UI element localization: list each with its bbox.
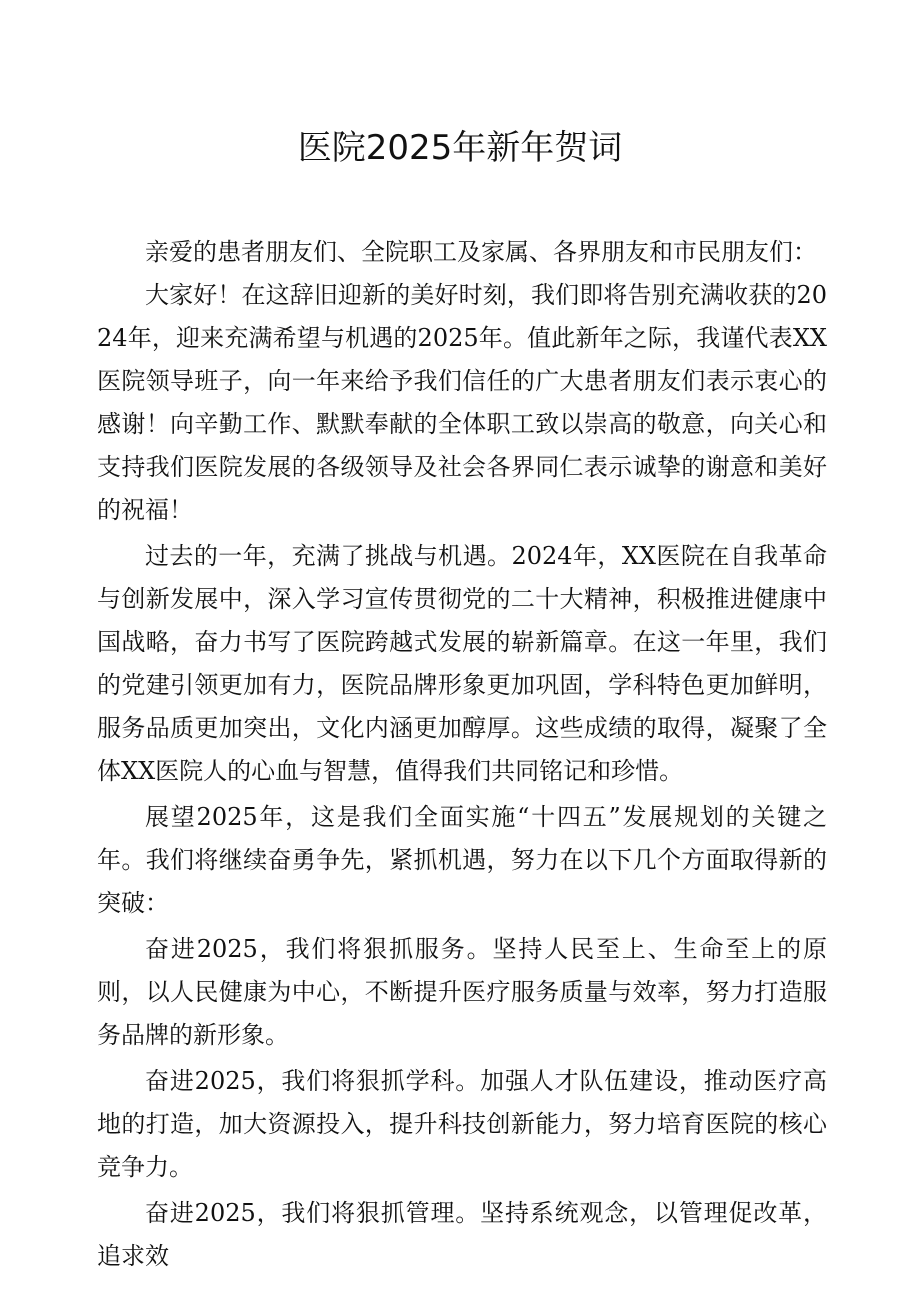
service-paragraph: 奋进2025，我们将狠抓服务。坚持人民至上、生命至上的原则，以人民健康为中心，不断提升医疗服务质量与效率，努力打造服务品牌的新形象。 — [97, 935, 827, 1049]
greeting-paragraph: 亲爱的患者朋友们、全院职工及家属、各界朋友和市民朋友们： — [145, 238, 817, 266]
outlook-paragraph: 展望2025年，这是我们全面实施“十四五”发展规划的关键之年。我们将继续奋勇争先，紧抓机遇，努力在以下几个方面取得新的突破： — [97, 803, 827, 917]
opening-paragraph: 大家好！在这辞旧迎新的美好时刻，我们即将告别充满收获的2024年，迎来充满希望与机遇的2025年。值此新年之际，我谨代表XX医院领导班子，向一年来给予我们信任的广大患者朋友们表示衷心的感谢！向辛勤工作、默默奉献的全体职工致以崇高的敬意，向关心和支持我们医院发展的各级领导及社会各界同仁表示诚挚的谢意和美好的祝福！ — [97, 281, 827, 524]
discipline-paragraph: 奋进2025，我们将狠抓学科。加强人才队伍建设，推动医疗高地的打造，加大资源投入，提升科技创新能力，努力培育医院的核心竞争力。 — [97, 1067, 827, 1181]
document-body — [97, 231, 827, 1278]
document-title: 医院2025年新年贺词 — [297, 128, 623, 168]
management-paragraph: 奋进2025，我们将狠抓管理。坚持系统观念，以管理促改革，追求效 — [97, 1199, 827, 1270]
review-paragraph: 过去的一年，充满了挑战与机遇。2024年，XX医院在自我革命与创新发展中，深入学习宣传贯彻党的二十大精神，积极推进健康中国战略，奋力书写了医院跨越式发展的崭新篇章。在这一年里，我们的党建引领更加有力，医院品牌形象更加巩固，学科特色更加鲜明，服务品质更加突出，文化内涵更加醇厚。这些成绩的取得，凝聚了全体XX医院人的心血与智慧，值得我们共同铭记和珍惜。 — [97, 542, 827, 785]
